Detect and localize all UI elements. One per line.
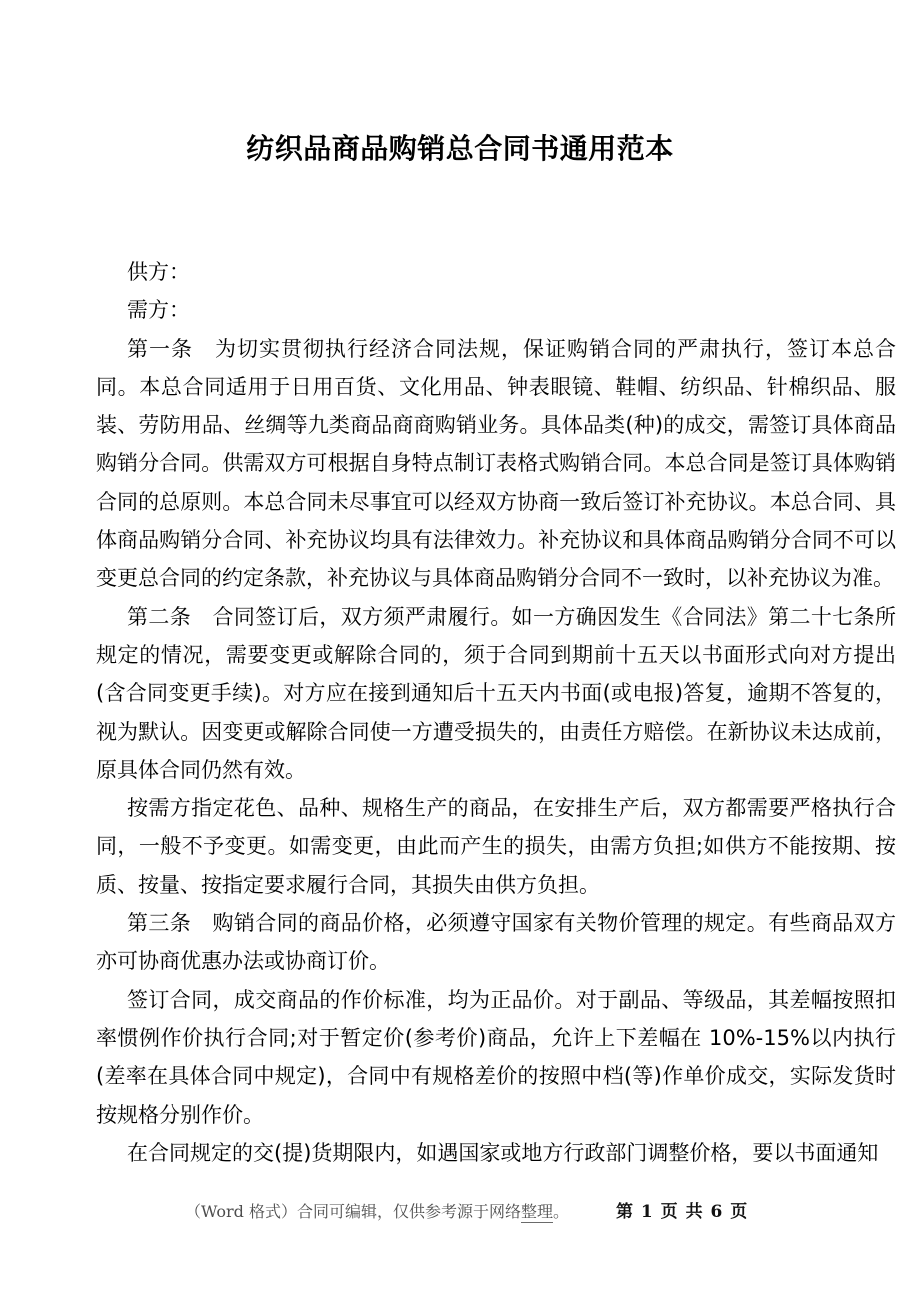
footer-note-text: （Word 格式）合同可编辑，仅供参考源于网络	[185, 1202, 521, 1221]
paragraph-article-1: 第一条 为切实贯彻执行经济合同法规，保证购销合同的严肃执行，签订本总合同。本总合同适用于日用百货、文化用品、钟表眼镜、鞋帽、纺织品、针棉织品、服装、劳防用品、丝绸等九类商品商商购销业务。具体品类(种)的成交，需签订具体商品购销分合同。供需双方可根据自身特点制订表格式购销合同。本总合同是签订具体购销合同的总原则。本总合同未尽事宜可以经双方协商一致后签订补充协议。本总合同、具体商品购销分合同、补充协议均具有法律效力。补充协议和具体商品购销分合同不可以变更总合同的约定条款，补充协议与具体商品购销分合同不一致时，以补充协议为准。	[96, 336, 896, 591]
paragraph-article-3-pricing: 签订合同，成交商品的作价标准，均为正品价。对于副品、等级品，其差幅按照扣率惯例作价执行合同;对于暂定价(参考价)商品，允许上下差幅在 10%-15%以内执行(差率在具体合同中规定)，合同中有规格差价的按照中档(等)作单价成交，实际发货时按规格分别作价。	[96, 987, 896, 1127]
paragraph-article-2-continued: 按需方指定花色、品种、规格生产的商品，在安排生产后，双方都需要严格执行合同，一般不予变更。如需变更，由此而产生的损失，由需方负担;如供方不能按期、按质、按量、按指定要求履行合同，其损失由供方负担。	[96, 796, 896, 897]
paragraph-article-3-delivery: 在合同规定的交(提)货期限内，如遇国家或地方行政部门调整价格，要以书面通知	[127, 1140, 879, 1165]
footer-note	[185, 1201, 569, 1223]
footer-note-underlined-text: 整理	[520, 1202, 553, 1221]
paragraph-article-3: 第三条 购销合同的商品价格，必须遵守国家有关物价管理的规定。有些商品双方亦可协商优惠办法或协商订价。	[96, 911, 896, 974]
document-body	[96, 253, 896, 1172]
footer-page-number: 第 1 页 共 6 页	[616, 1202, 749, 1222]
paragraph-article-2: 第二条 合同签订后，双方须严肃履行。如一方确因发生《合同法》第二十七条所规定的情况，需要变更或解除合同的，须于合同到期前十五天以书面形式向对方提出(含合同变更手续)。对方应在接到通知后十五天内书面(或电报)答复，逾期不答复的，视为默认。因变更或解除合同使一方遭受损失的，由责任方赔偿。在新协议未达成前，原具体合同仍然有效。	[96, 604, 896, 782]
paragraph-supplier: 供方：	[127, 260, 190, 284]
footer-note-period: 。	[553, 1202, 570, 1221]
document-title: 纺织品商品购销总合同书通用范本	[246, 131, 674, 165]
paragraph-buyer: 需方：	[127, 298, 190, 323]
